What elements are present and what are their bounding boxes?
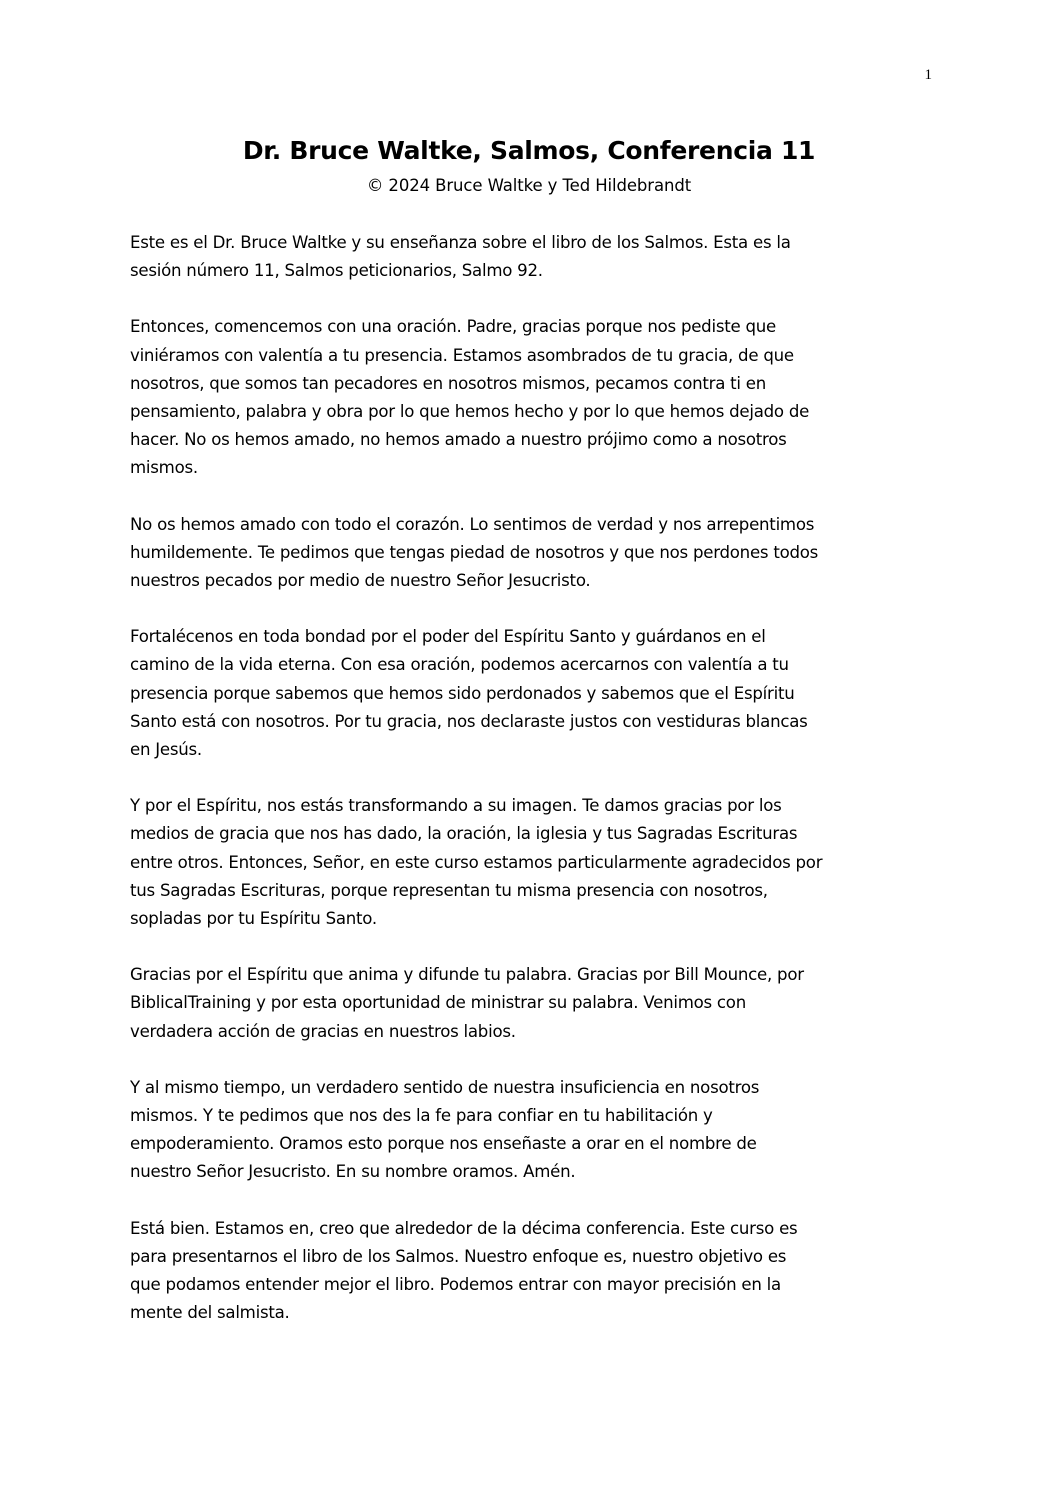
paragraph-line: Entonces, comencemos con una oración. Padre, gracias porque nos pediste que xyxy=(130,317,776,337)
paragraph-6 xyxy=(130,961,940,1046)
paragraph-line: entre otros. Entonces, Señor, en este curso estamos particularmente agradecidos por xyxy=(130,852,823,872)
paragraph-line: mismos. Y te pedimos que nos des la fe para confiar en tu habilitación y xyxy=(130,1106,713,1126)
paragraph-line: tus Sagradas Escrituras, porque representan tu misma presencia con nosotros, xyxy=(130,880,768,900)
paragraph-line: Está bien. Estamos en, creo que alrededor de la décima conferencia. Este curso es xyxy=(130,1218,798,1238)
document-body xyxy=(130,229,940,1356)
paragraph-5 xyxy=(130,792,940,933)
paragraph-line: sopladas por tu Espíritu Santo. xyxy=(130,909,377,929)
paragraph-line: presencia porque sabemos que hemos sido perdonados y sabemos que el Espíritu xyxy=(130,683,795,703)
paragraph-line: Y por el Espíritu, nos estás transformando a su imagen. Te damos gracias por los xyxy=(130,796,782,816)
paragraph-line: medios de gracia que nos has dado, la oración, la iglesia y tus Sagradas Escrituras xyxy=(130,824,798,844)
paragraph-3 xyxy=(130,511,940,596)
paragraph-line: para presentarnos el libro de los Salmos. Nuestro enfoque es, nuestro objetivo es xyxy=(130,1246,787,1266)
paragraph-line: BiblicalTraining y por esta oportunidad de ministrar su palabra. Venimos con xyxy=(130,993,746,1013)
paragraph-4 xyxy=(130,623,940,764)
paragraph-line: Gracias por el Espíritu que anima y difunde tu palabra. Gracias por Bill Mounce, por xyxy=(130,965,804,985)
paragraph-line: Y al mismo tiempo, un verdadero sentido de nuestra insuficiencia en nosotros xyxy=(130,1077,760,1097)
paragraph-line: Este es el Dr. Bruce Waltke y su enseñanza sobre el libro de los Salmos. Esta es la xyxy=(130,233,791,252)
paragraph-line: mente del salmista. xyxy=(130,1303,290,1323)
paragraph-line: nuestros pecados por medio de nuestro Señor Jesucristo. xyxy=(130,571,591,591)
paragraph-line: verdadera acción de gracias en nuestros labios. xyxy=(130,1021,516,1041)
paragraph-line: hacer. No os hemos amado, no hemos amado a nuestro prójimo como a nosotros xyxy=(130,430,787,450)
paragraph-line: Santo está con nosotros. Por tu gracia, nos declaraste justos con vestiduras blancas xyxy=(130,711,808,731)
paragraph-1 xyxy=(130,229,940,285)
paragraph-2 xyxy=(130,313,940,482)
paragraph-8 xyxy=(130,1215,940,1328)
paragraph-line: nosotros, que somos tan pecadores en nosotros mismos, pecamos contra ti en xyxy=(130,373,767,393)
paragraph-line: Fortalécenos en toda bondad por el poder del Espíritu Santo y guárdanos en el xyxy=(130,627,766,647)
paragraph-line: empoderamiento. Oramos esto porque nos enseñaste a orar en el nombre de xyxy=(130,1134,757,1154)
paragraph-line: que podamos entender mejor el libro. Podemos entrar con mayor precisión en la xyxy=(130,1275,781,1295)
paragraph-line: viniéramos con valentía a tu presencia. Estamos asombrados de tu gracia, de que xyxy=(130,345,794,365)
paragraph-line: nuestro Señor Jesucristo. En su nombre oramos. Amén. xyxy=(130,1162,576,1182)
paragraph-line: humildemente. Te pedimos que tengas piedad de nosotros y que nos perdones todos xyxy=(130,542,819,562)
paragraph-line: en Jesús. xyxy=(130,740,202,760)
paragraph-7 xyxy=(130,1074,940,1187)
paragraph-line: No os hemos amado con todo el corazón. Lo sentimos de verdad y nos arrepentimos xyxy=(130,514,815,534)
paragraph-line: mismos. xyxy=(130,458,198,478)
document-title: Dr. Bruce Waltke, Salmos, Conferencia 11 xyxy=(242,136,816,165)
paragraph-line: pensamiento, palabra y obra por lo que hemos hecho y por lo que hemos dejado de xyxy=(130,402,810,422)
paragraph-line: sesión número 11, Salmos peticionarios, Salmo 92. xyxy=(130,261,543,281)
page-number: 1 xyxy=(924,67,932,83)
document-subtitle: © 2024 Bruce Waltke y Ted Hildebrandt xyxy=(366,176,692,195)
paragraph-line: camino de la vida eterna. Con esa oración, podemos acercarnos con valentía a tu xyxy=(130,655,789,675)
